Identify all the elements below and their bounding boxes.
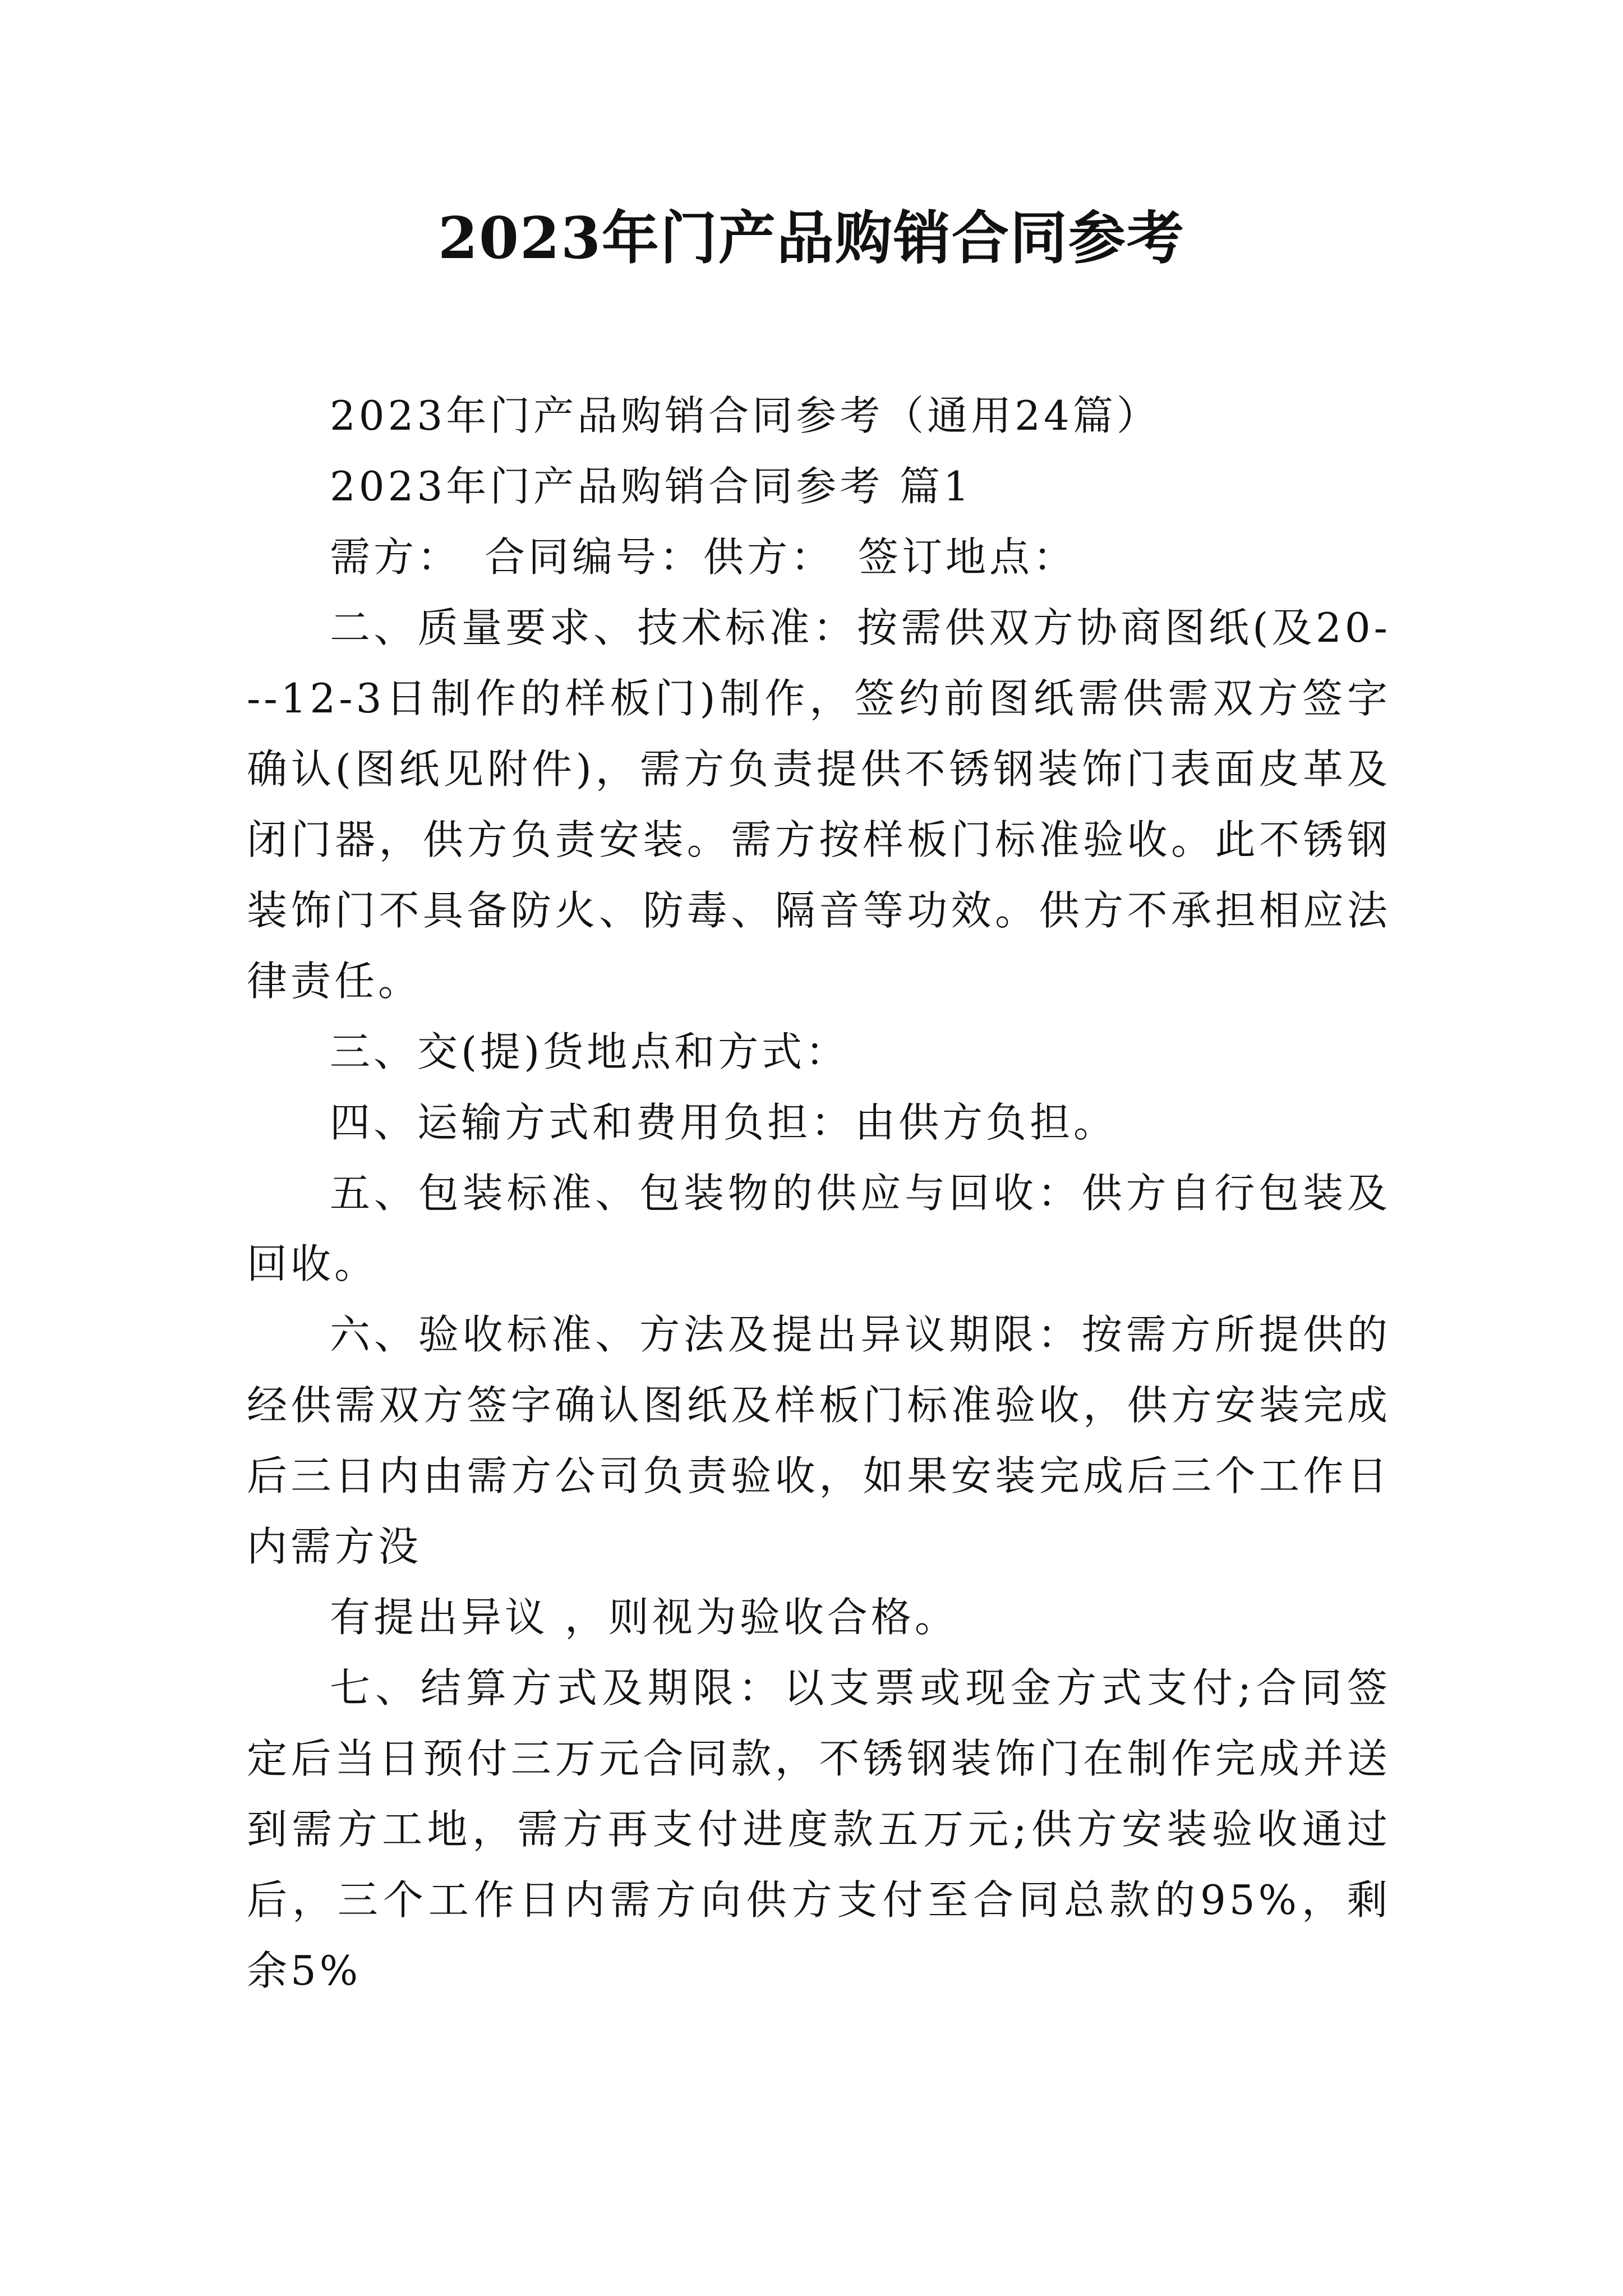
paragraph-quality-standards: 二、质量要求、技术标准：按需供双方协商图纸(及20---12-3日制作的样板门)制作，签约前图纸需供需双方签字确认(图纸见附件)，需方负责提供不锈钢装饰门表面皮革及闭门器，供方负责安装。需方按样板门标准验收。此不锈钢装饰门不具备防火、防毒、隔音等功效。供方不承担相应法律责任。 (247, 604, 1391, 1005)
paragraph-transport: 四、运输方式和费用负担：由供方负担。 (330, 1099, 1118, 1146)
paragraph-settlement: 七、结算方式及期限：以支票或现金方式支付;合同签定后当日预付三万元合同款，不锈钢装饰门在制作完成并送到需方工地，需方再支付进度款五万元;供方安装验收通过后，三个工作日内需方向供方支付至合同总款的95%，剩余5% (247, 1664, 1391, 1994)
paragraph-acceptance: 六、验收标准、方法及提出异议期限：按需方所提供的经供需双方签字确认图纸及样板门标准验收，供方安装完成后三日内由需方公司负责验收，如果安装完成后三个工作日内需方没 (247, 1311, 1391, 1570)
paragraph-parties: 需方： 合同编号：供方： 签订地点： (330, 533, 1077, 581)
document-body (247, 380, 1391, 2006)
paragraph-delivery: 三、交(提)货地点和方式： (330, 1028, 850, 1075)
paragraph-subtitle: 2023年门产品购销合同参考（通用24篇） (330, 392, 1160, 439)
paragraph-packaging: 五、包装标准、包装物的供应与回收：供方自行包装及回收。 (247, 1170, 1391, 1287)
paragraph-section-heading: 2023年门产品购销合同参考 篇1 (330, 463, 972, 510)
paragraph-acceptance-continued: 有提出异议 ，则视为验收合格。 (330, 1594, 958, 1641)
document-title: 2023年门产品购销合同参考 (438, 205, 1185, 272)
